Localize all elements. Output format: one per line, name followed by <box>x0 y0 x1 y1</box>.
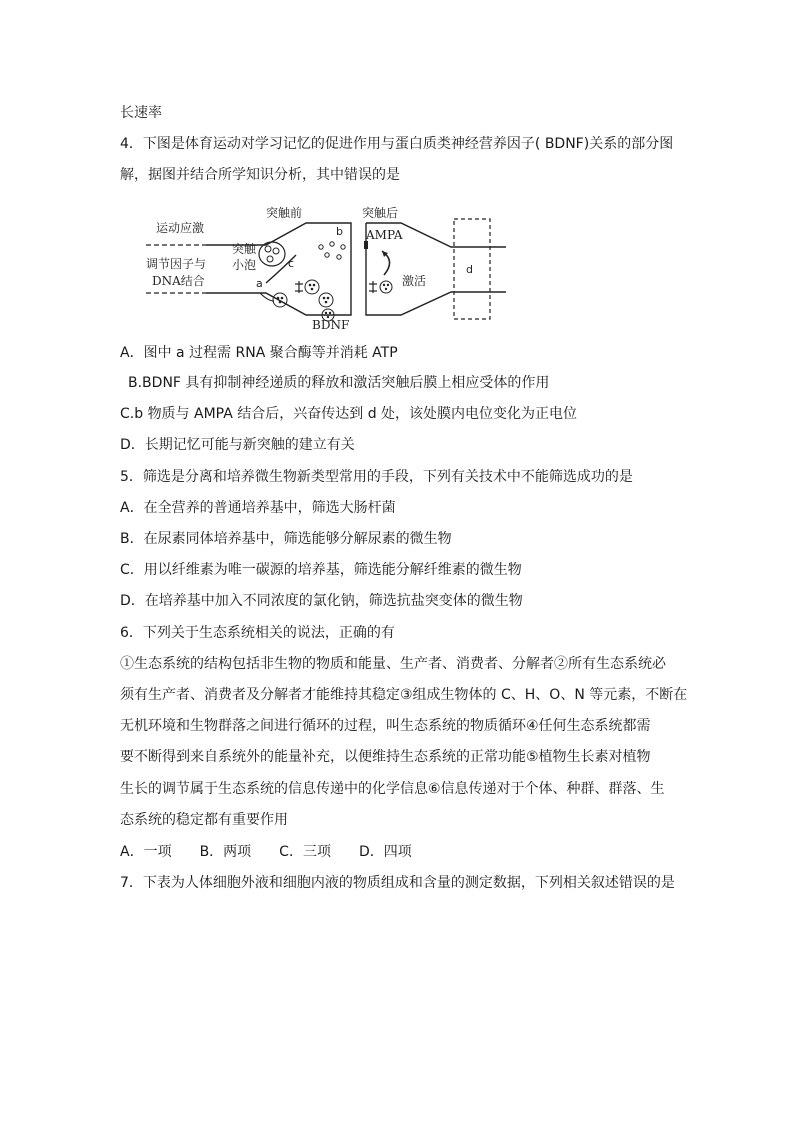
label-d: d <box>466 263 473 276</box>
question-5-option-a: A．在全营养的普通培养基中，筛选大肠杆菌 <box>120 500 396 516</box>
transmitter-dot <box>337 255 341 259</box>
question-4-stem: 4．下图是体育运动对学习记忆的促进作用与蛋白质类神经营养因子( BDNF)关系的部分图 <box>120 136 674 152</box>
question-6-statement: 生长的调节属于生态系统的信息传递中的化学信息⑥信息传递对于个体、种群、群落、生 <box>120 781 665 797</box>
question-7-stem: 7．下表为人体细胞外液和细胞内液的物质组成和含量的测定数据，下列相关叙述错误的是 <box>120 875 675 891</box>
question-6-statement: 态系统的稳定都有重要作用 <box>120 812 288 828</box>
text-line: 长速率 <box>120 105 162 121</box>
label-vesicle-1: 突触 <box>232 242 257 256</box>
question-6-options: A．一项 B．两项 C．三项 D．四项 <box>120 844 412 860</box>
question-6-statement: 无机环境和生物群落之间进行循环的过程，叫生态系统的物质循环④任何生态系统都需 <box>120 718 651 734</box>
label-b: b <box>336 225 343 238</box>
label-activate: 激活 <box>402 274 427 288</box>
question-4-option-c: C.b 物质与 AMPA 结合后，兴奋传达到 d 处，该处膜内电位变化为正电位 <box>120 406 578 422</box>
question-5-stem: 5．筛选是分离和培养微生物新类型常用的手段，下列有关技术中不能筛选成功的是 <box>120 469 633 485</box>
receptor-marks <box>295 281 377 293</box>
transmitter-dot <box>319 245 323 249</box>
label-c: c <box>288 257 295 270</box>
synapse-bdnf-diagram <box>146 205 516 330</box>
transmitter-dot <box>341 245 345 249</box>
question-6-stem: 6．下列关于生态系统相关的说法，正确的有 <box>120 625 395 641</box>
transmitter-dot <box>330 242 334 246</box>
question-4-option-a: A．图中 a 过程需 RNA 聚合酶等并消耗 ATP <box>120 345 398 361</box>
vesicle-dot <box>267 256 273 262</box>
label-a: a <box>256 277 263 290</box>
label-regulator-2: DNA结合 <box>152 274 205 288</box>
label-vesicle-2: 小泡 <box>232 258 257 272</box>
presynaptic-membrane <box>206 223 351 315</box>
transmitter-dot <box>325 253 329 257</box>
question-6-statement: 要不断得到来自系统外的能量补充，以便维持生态系统的正常功能⑤植物生长素对植物 <box>120 749 651 765</box>
question-4-option-b: B.BDNF 具有抑制神经递质的释放和激活突触后膜上相应受体的作用 <box>128 375 550 391</box>
question-4-stem-cont: 解，据图并结合所学知识分析，其中错误的是 <box>120 167 400 183</box>
question-6-statement: ①生态系统的结构包括非生物的物质和能量、生产者、消费者、分解者②所有生态系统必 <box>120 656 666 672</box>
question-4-option-d: D．长期记忆可能与新突触的建立有关 <box>120 437 355 453</box>
question-5-option-d: D．在培养基中加入不同浓度的氯化钠，筛选抗盐突变体的微生物 <box>120 593 523 609</box>
synaptic-vesicle <box>259 242 285 266</box>
question-5-option-c: C．用以纤维素为唯一碳源的培养基，筛选能分解纤维素的微生物 <box>120 562 522 578</box>
label-presynaptic: 突触前 <box>266 206 303 220</box>
label-postsynaptic: 突触后 <box>362 206 399 220</box>
question-6-statement: 须有生产者、消费者及分解者才能维持其稳定③组成生物体的 C、H、O、N 等元素，不断在 <box>120 687 688 703</box>
vesicle-dot <box>265 246 271 252</box>
label-regulator-1: 调节因子与 <box>146 257 207 271</box>
label-exercise-stress: 运动应激 <box>156 221 205 235</box>
label-bdnf: BDNF <box>312 318 350 330</box>
question-5-option-b: B．在尿素同体培养基中，筛选能够分解尿素的微生物 <box>120 531 452 547</box>
ampa-receptor <box>364 241 368 249</box>
label-ampa: AMPA <box>366 228 403 242</box>
vesicle-dot <box>273 248 279 254</box>
